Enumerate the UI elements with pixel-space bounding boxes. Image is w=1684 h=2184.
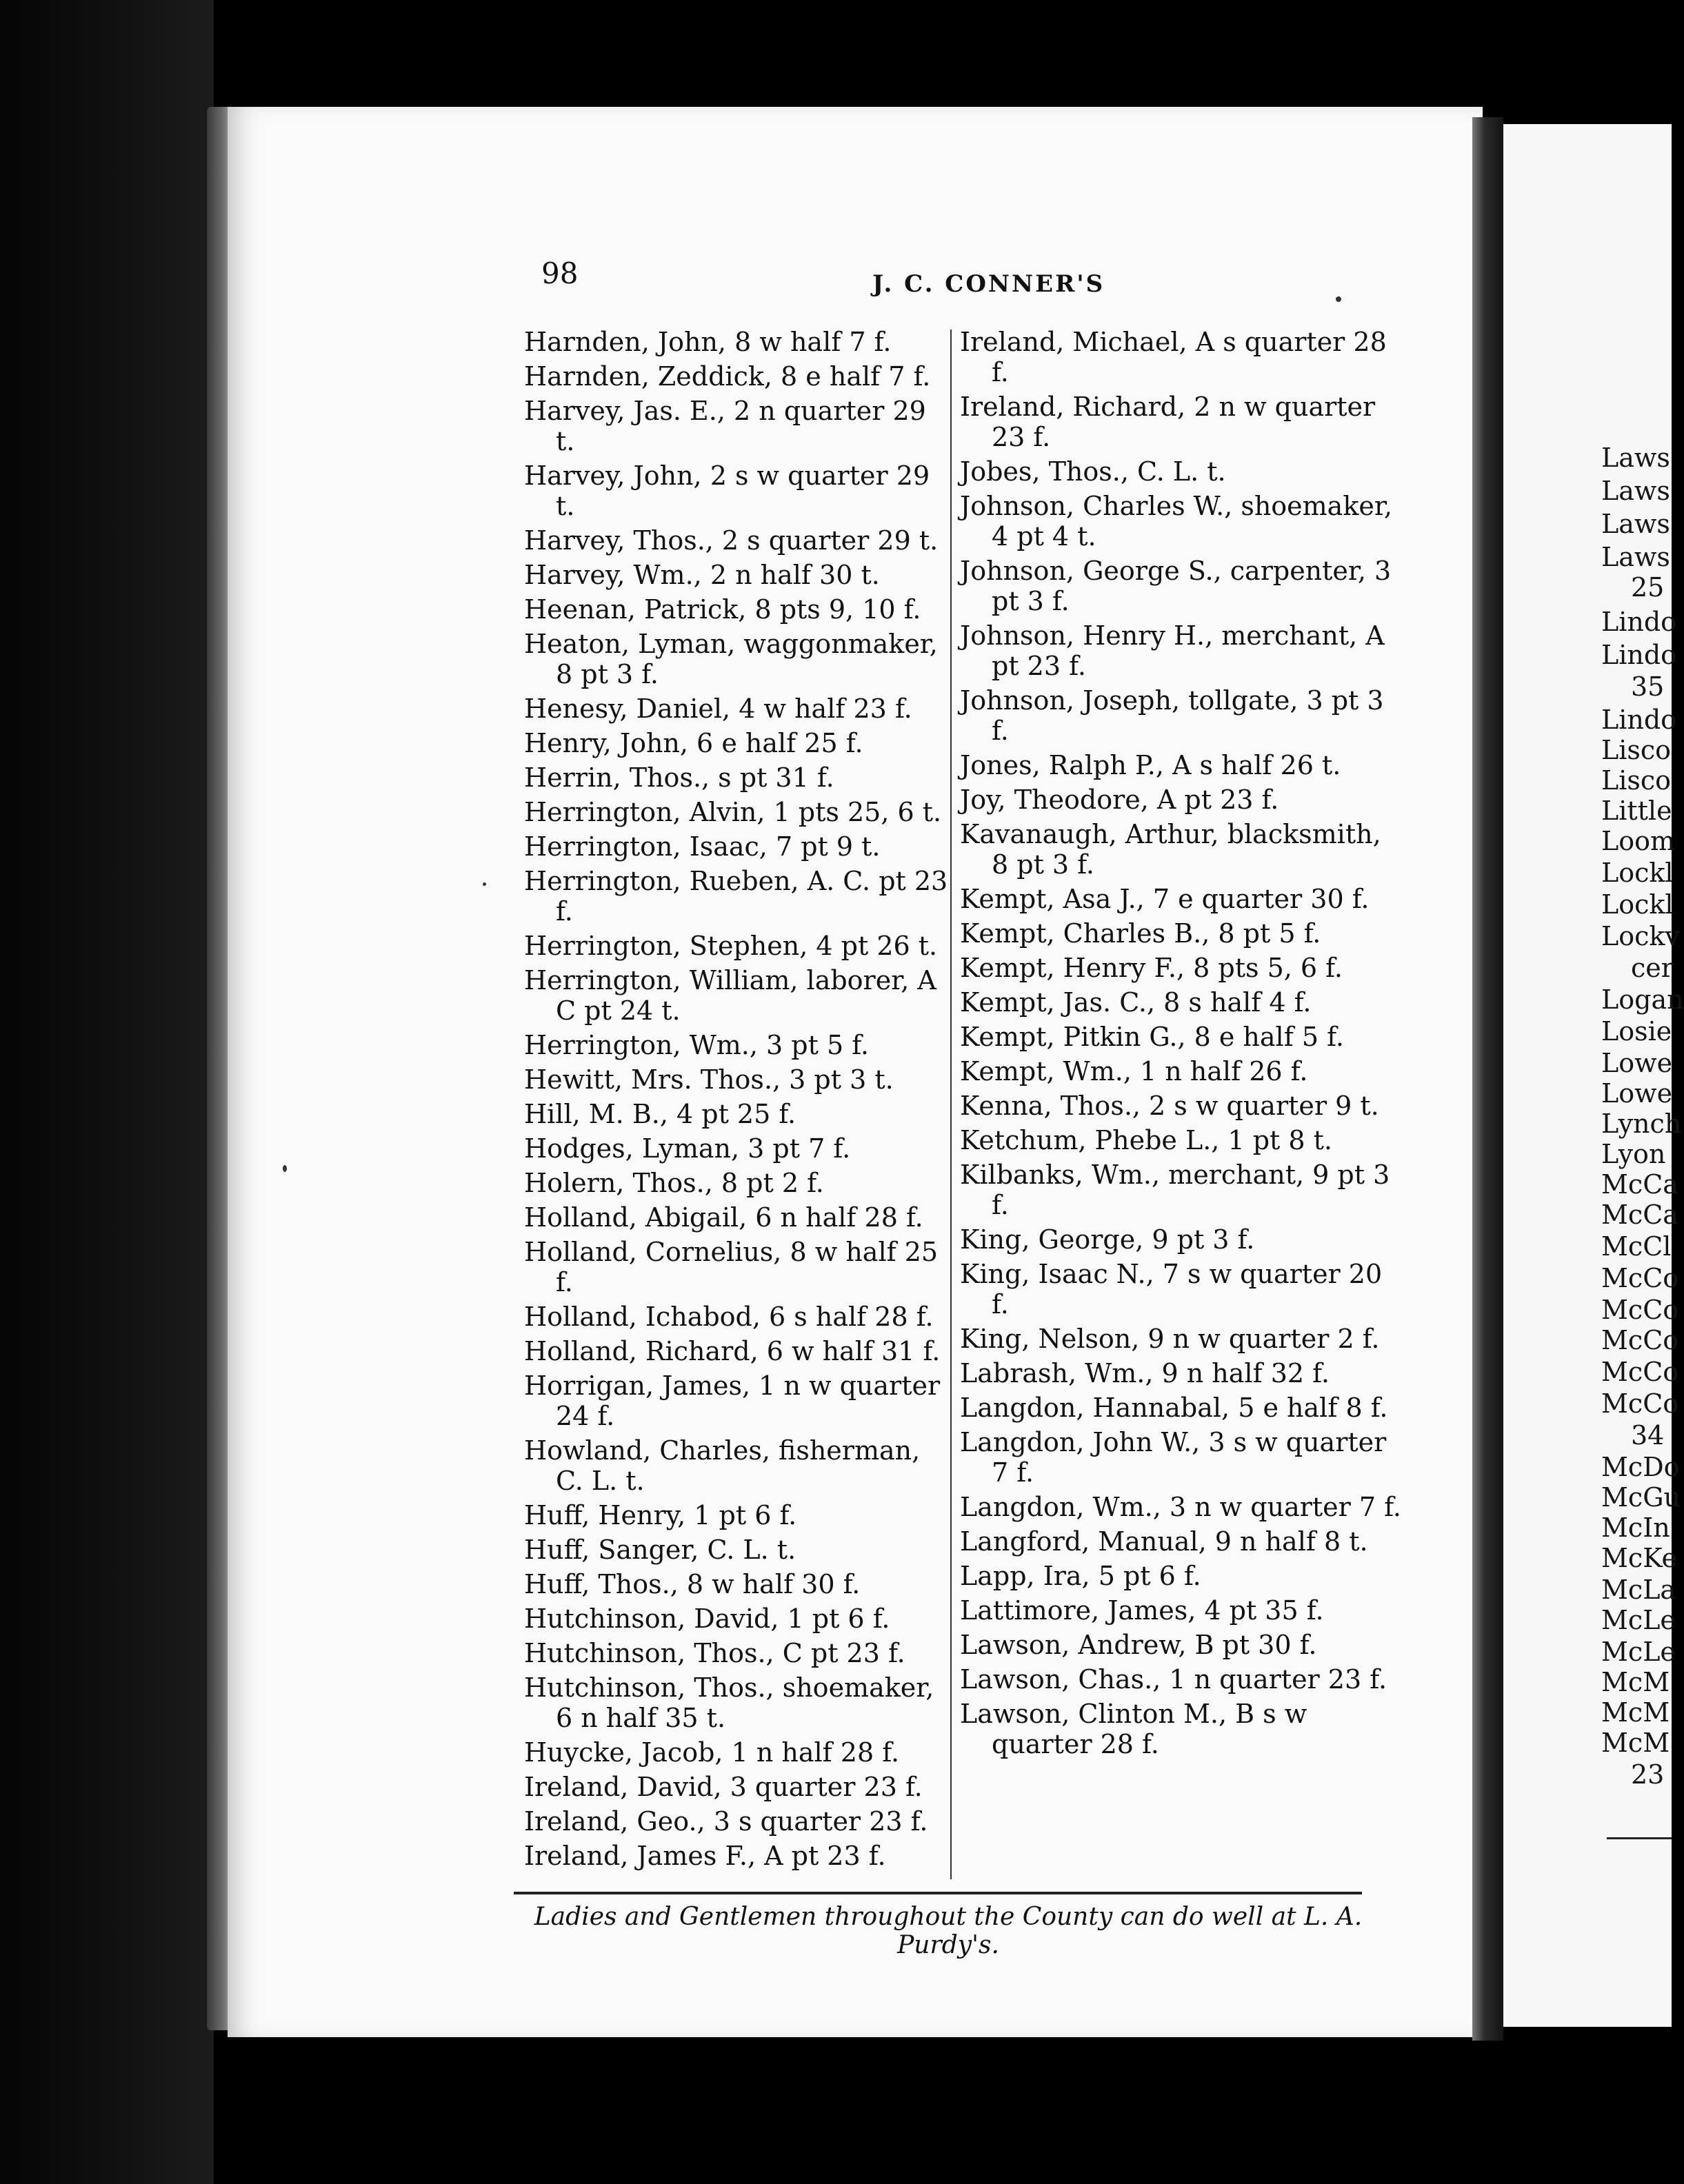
facing-page-fragment: Lisco [1601, 735, 1672, 765]
facing-page-fragment: McCo [1601, 1357, 1679, 1387]
directory-entry: Herrington, Rueben, A. C. pt 23 f. [524, 866, 948, 927]
facing-page-fragment: Lisco [1601, 765, 1672, 796]
directory-entry: Langdon, Hannabal, 5 e half 8 f. [960, 1393, 1388, 1423]
directory-entry: Langdon, John W., 3 s w quarter 7 f. [960, 1427, 1387, 1488]
directory-entry: Kilbanks, Wm., merchant, 9 pt 3 f. [960, 1160, 1390, 1220]
directory-entry: Herrington, William, laborer, A C pt 24 t. [524, 965, 936, 1026]
directory-entry: Holland, Abigail, 6 n half 28 f. [524, 1202, 923, 1233]
directory-entry: Hutchinson, David, 1 pt 6 f. [524, 1604, 890, 1634]
directory-entry: Harvey, Thos., 2 s quarter 29 t. [524, 525, 939, 556]
directory-entry: Hill, M. B., 4 pt 25 f. [524, 1099, 796, 1129]
facing-page-fragment: Laws [1601, 443, 1670, 473]
directory-entry: Jobes, Thos., C. L. t. [960, 456, 1226, 487]
facing-page-fragment: Laws [1601, 476, 1670, 506]
facing-page-fragment: Laws [1601, 542, 1670, 572]
facing-page-fragment: McM [1601, 1697, 1670, 1728]
facing-page-fragment: McGu [1601, 1482, 1681, 1513]
facing-page-fragment: McCo [1601, 1263, 1679, 1293]
directory-column-right [960, 327, 1401, 1763]
running-head: J. C. CONNER'S [872, 270, 1105, 298]
directory-entry: Ireland, Michael, A s quarter 28 f. [960, 327, 1387, 387]
directory-entry: Herrington, Alvin, 1 pts 25, 6 t. [524, 797, 942, 827]
facing-page-fragment: Lynch [1601, 1109, 1682, 1139]
facing-page-fragment: 25 [1631, 572, 1665, 603]
facing-page-fragment: Laws [1601, 509, 1670, 539]
column-divider [950, 330, 952, 1879]
directory-entry: Lawson, Andrew, B pt 30 f. [960, 1630, 1317, 1660]
directory-entry: Huff, Sanger, C. L. t. [524, 1535, 796, 1565]
facing-page-fragment: McIn [1601, 1513, 1670, 1543]
facing-page-fragment: Lockl [1601, 889, 1674, 920]
directory-entry: Herrington, Isaac, 7 pt 9 t. [524, 831, 881, 862]
facing-page-rule [1607, 1837, 1672, 1839]
directory-entry: Kenna, Thos., 2 s w quarter 9 t. [960, 1091, 1379, 1121]
directory-entry: Herrington, Stephen, 4 pt 26 t. [524, 931, 938, 961]
directory-entry: Lawson, Clinton M., B s w quarter 28 f. [960, 1699, 1307, 1759]
facing-page-fragment: McCa [1601, 1169, 1678, 1200]
facing-page-fragment: McLa [1601, 1575, 1676, 1605]
directory-entry: King, Nelson, 9 n w quarter 2 f. [960, 1324, 1380, 1354]
facing-page-fragment: Loom [1601, 826, 1676, 856]
directory-entry: Ireland, Richard, 2 n w quarter 23 f. [960, 392, 1376, 452]
facing-page-fragment: 34 [1631, 1420, 1665, 1450]
directory-entry: Kempt, Wm., 1 n half 26 f. [960, 1056, 1308, 1086]
facing-page-fragment: Little [1601, 796, 1672, 826]
directory-entry: Lawson, Chas., 1 n quarter 23 f. [960, 1664, 1387, 1695]
directory-entry: Herrin, Thos., s pt 31 f. [524, 762, 834, 793]
directory-entry: Hutchinson, Thos., C pt 23 f. [524, 1638, 905, 1668]
directory-entry: Kempt, Jas. C., 8 s half 4 f. [960, 987, 1312, 1018]
directory-entry: Langdon, Wm., 3 n w quarter 7 f. [960, 1492, 1401, 1522]
page-number: 98 [541, 256, 579, 290]
directory-entry: Ireland, James F., A pt 23 f. [524, 1841, 886, 1871]
facing-page-fragment: McCo [1601, 1295, 1679, 1325]
directory-entry: Howland, Charles, fisherman, C. L. t. [524, 1435, 921, 1496]
directory-entry: King, Isaac N., 7 s w quarter 20 f. [960, 1259, 1383, 1320]
facing-page-fragment: McKe [1601, 1543, 1678, 1573]
directory-entry: Johnson, George S., carpenter, 3 pt 3 f. [960, 556, 1392, 616]
facing-page-fragment: McLe [1601, 1637, 1676, 1667]
directory-entry: Harvey, Wm., 2 n half 30 t. [524, 560, 880, 590]
directory-entry: Johnson, Henry H., merchant, A pt 23 f. [960, 620, 1385, 681]
facing-page-fragment: 35 [1631, 671, 1665, 702]
directory-entry: Hewitt, Mrs. Thos., 3 pt 3 t. [524, 1064, 894, 1095]
directory-entry: Kempt, Asa J., 7 e quarter 30 f. [960, 884, 1370, 914]
directory-entry: Ireland, Geo., 3 s quarter 23 f. [524, 1806, 928, 1837]
directory-entry: Huff, Henry, 1 pt 6 f. [524, 1500, 797, 1530]
directory-entry: Jones, Ralph P., A s half 26 t. [960, 750, 1341, 780]
directory-entry: Kempt, Charles B., 8 pt 5 f. [960, 918, 1321, 949]
print-speck [283, 1165, 287, 1172]
facing-page-fragment: Lockv [1601, 921, 1680, 951]
directory-entry: Huycke, Jacob, 1 n half 28 f. [524, 1737, 900, 1768]
facing-page-fragment: McCa [1601, 1200, 1678, 1230]
directory-entry: Lattimore, James, 4 pt 35 f. [960, 1595, 1324, 1626]
facing-page-fragment: McM [1601, 1728, 1670, 1758]
directory-entry: Henry, John, 6 e half 25 f. [524, 728, 863, 758]
directory-entry: Huff, Thos., 8 w half 30 f. [524, 1569, 861, 1599]
directory-entry: Johnson, Joseph, tollgate, 3 pt 3 f. [960, 685, 1384, 746]
directory-entry: Harnden, John, 8 w half 7 f. [524, 327, 892, 357]
directory-column-left [524, 327, 952, 1875]
directory-entry: Harvey, John, 2 s w quarter 29 t. [524, 461, 930, 521]
facing-page-fragment: Lindo [1601, 640, 1677, 670]
facing-page-fragment: Lowe [1601, 1078, 1673, 1109]
facing-page-fragment: McLe [1601, 1605, 1676, 1635]
facing-page-fragment: Losie [1601, 1016, 1672, 1046]
footer-rule [514, 1892, 1362, 1894]
directory-entry: Ireland, David, 3 quarter 23 f. [524, 1772, 923, 1802]
directory-entry: Henesy, Daniel, 4 w half 23 f. [524, 694, 912, 724]
scan-background [0, 0, 214, 2184]
directory-entry: Kempt, Henry F., 8 pts 5, 6 f. [960, 953, 1343, 983]
directory-entry: Holland, Ichabod, 6 s half 28 f. [524, 1302, 934, 1332]
facing-page-fragment: cer [1631, 953, 1674, 983]
directory-entry: Harnden, Zeddick, 8 e half 7 f. [524, 361, 931, 392]
facing-page [1503, 124, 1684, 2027]
directory-entry: Kavanaugh, Arthur, blacksmith, 8 pt 3 f. [960, 819, 1381, 880]
facing-page-fragment: McCl [1601, 1231, 1672, 1262]
directory-entry: Langford, Manual, 9 n half 8 t. [960, 1526, 1368, 1557]
directory-entry: Labrash, Wm., 9 n half 32 f. [960, 1358, 1330, 1388]
facing-page-fragment: Lockl [1601, 858, 1674, 888]
footer-advertisement: Ladies and Gentlemen throughout the County can do well at L. A. Purdy's. [534, 1903, 1363, 1959]
directory-entry: Kempt, Pitkin G., 8 e half 5 f. [960, 1022, 1344, 1052]
directory-entry: Heaton, Lyman, waggonmaker, 8 pt 3 f. [524, 629, 938, 689]
directory-entry: Heenan, Patrick, 8 pts 9, 10 f. [524, 594, 921, 625]
directory-entry: Horrigan, James, 1 n w quarter 24 f. [524, 1371, 941, 1431]
facing-page-fragment: McCo [1601, 1325, 1679, 1355]
directory-entry: King, George, 9 pt 3 f. [960, 1224, 1255, 1255]
facing-page-fragment: McDo [1601, 1452, 1680, 1482]
directory-entry: Herrington, Wm., 3 pt 5 f. [524, 1030, 869, 1060]
facing-page-fragment: Lyon [1601, 1139, 1666, 1169]
directory-entry: Joy, Theodore, A pt 23 f. [960, 785, 1279, 815]
directory-entry: Hutchinson, Thos., shoemaker, 6 n half 35 t. [524, 1672, 934, 1733]
directory-entry: Lapp, Ira, 5 pt 6 f. [960, 1561, 1201, 1591]
facing-page-fragment: Lindo [1601, 705, 1677, 735]
facing-page-fragment: Lindo [1601, 607, 1677, 637]
facing-page-fragment: Logan [1601, 984, 1684, 1015]
book-gutter [1472, 117, 1503, 2041]
facing-page-fragment: 23 [1631, 1759, 1665, 1790]
directory-entry: Holland, Richard, 6 w half 31 f. [524, 1336, 941, 1366]
directory-entry: Johnson, Charles W., shoemaker, 4 pt 4 t. [960, 491, 1392, 552]
directory-entry: Harvey, Jas. E., 2 n quarter 29 t. [524, 396, 926, 456]
print-speck [1336, 296, 1341, 302]
directory-entry: Ketchum, Phebe L., 1 pt 8 t. [960, 1125, 1332, 1155]
directory-entry: Holland, Cornelius, 8 w half 25 f. [524, 1237, 939, 1297]
directory-entry: Holern, Thos., 8 pt 2 f. [524, 1168, 824, 1198]
facing-page-fragment: McCo [1601, 1388, 1679, 1419]
print-speck [483, 882, 486, 886]
directory-entry: Hodges, Lyman, 3 pt 7 f. [524, 1133, 851, 1164]
facing-page-fragment: Lowe [1601, 1048, 1673, 1078]
facing-page-fragment: McM [1601, 1667, 1670, 1697]
